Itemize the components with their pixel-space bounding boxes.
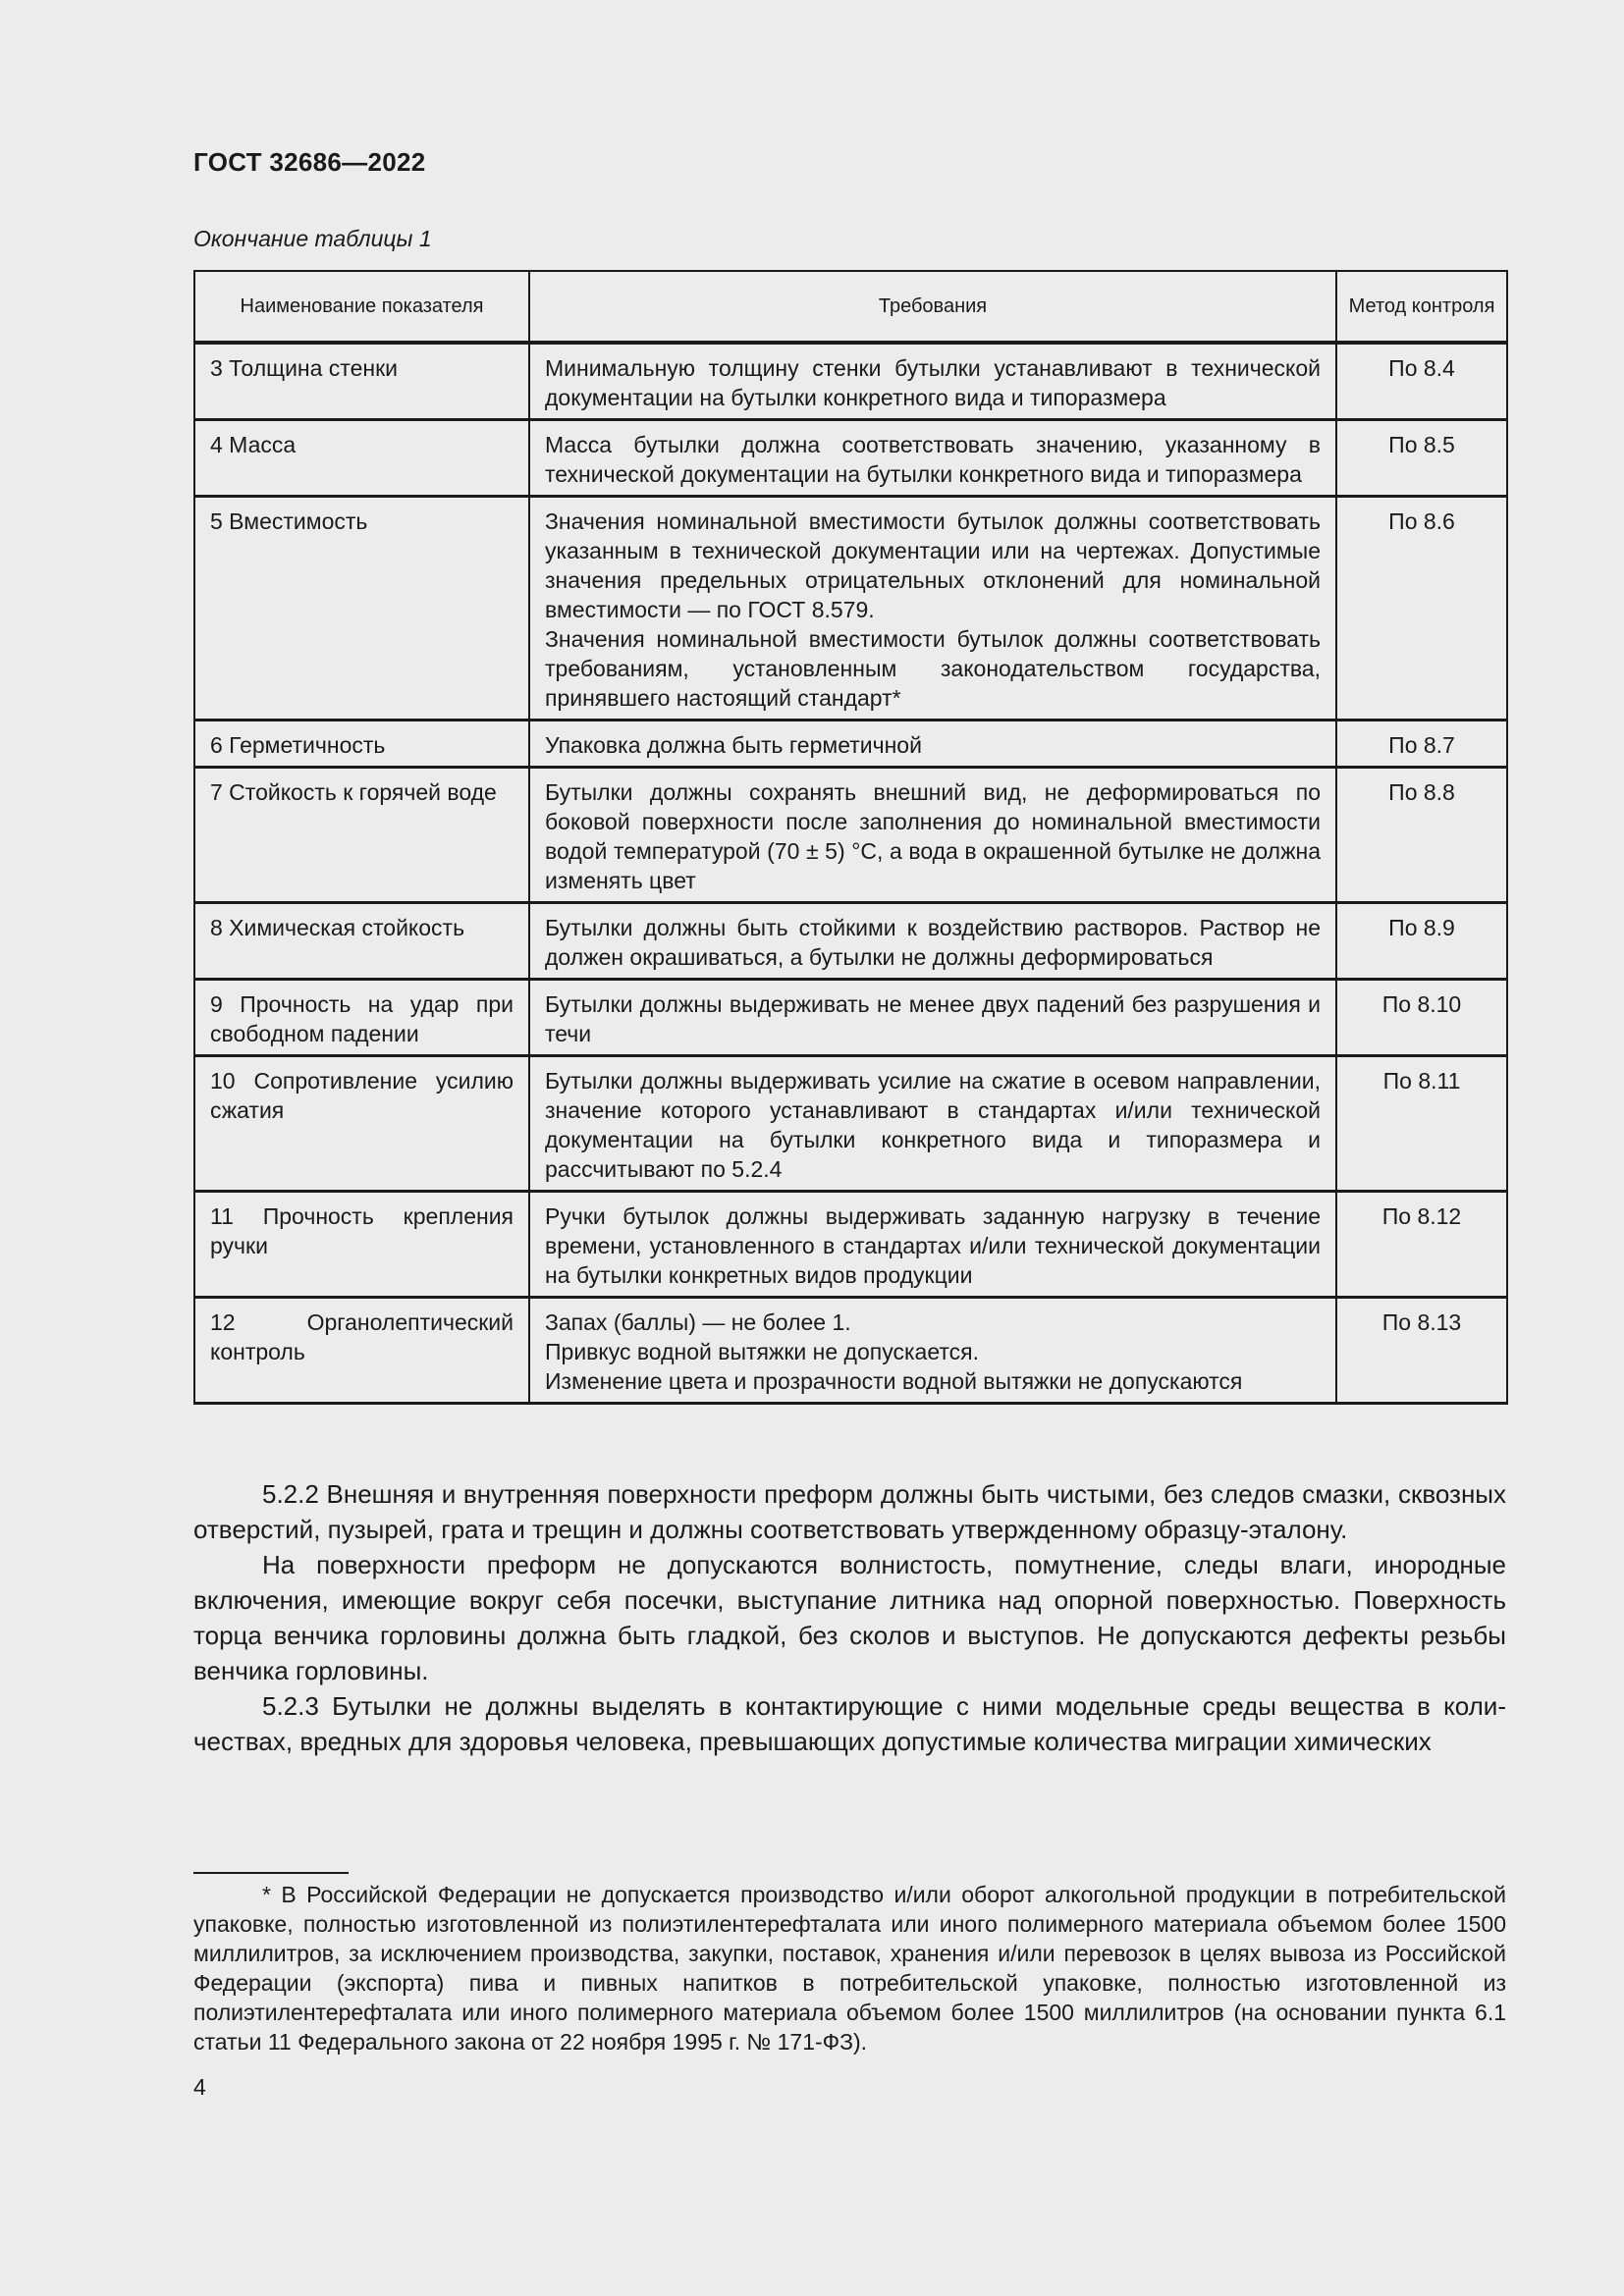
requirement-text: Масса бутылки должна соответствовать значению, указанному в технической документации на бутылки конкретного вида и типоразмера bbox=[545, 432, 1321, 487]
control-method-cell: По 8.6 bbox=[1336, 497, 1507, 721]
table-row bbox=[194, 420, 1507, 497]
paragraph-5-2-2: 5.2.2 Внешняя и внутренняя поверхности преформ должны быть чистыми, без следов смазки, сквозных отверстий, пузырей, грата и трещин и должны соответствовать утвержденному образцу-эталону. bbox=[193, 1479, 1506, 1544]
table-row bbox=[194, 497, 1507, 721]
table-row bbox=[194, 1056, 1507, 1192]
requirement-text: Бутылки должны сохранять внешний вид, не деформироваться по боковой поверхности после заполнения до номинальной вместимости водой температурой (70 ± 5) °С, а вода в окрашенной бутылке не должна изменять цвет bbox=[545, 779, 1321, 893]
control-method-cell: По 8.9 bbox=[1336, 903, 1507, 980]
footnote-separator bbox=[193, 1872, 349, 1874]
indicator-name-cell: 8 Химическая стойкость bbox=[194, 903, 529, 980]
indicator-name-cell: 11 Прочность крепления ручки bbox=[194, 1192, 529, 1298]
requirements-cell bbox=[529, 420, 1336, 497]
requirement-text: Бутылки должны быть стойкими к воздействию растворов. Раствор не должен окрашиваться, а бутылки не должны деформироваться bbox=[545, 915, 1321, 970]
body-text bbox=[193, 1476, 1506, 1759]
indicator-name-cell: 4 Масса bbox=[194, 420, 529, 497]
control-method-cell: По 8.13 bbox=[1336, 1298, 1507, 1404]
table-header-row bbox=[194, 271, 1507, 343]
indicator-name-cell: 12 Органолептический контроль bbox=[194, 1298, 529, 1404]
control-method-cell: По 8.7 bbox=[1336, 721, 1507, 768]
control-method-cell: По 8.10 bbox=[1336, 980, 1507, 1056]
indicator-name-cell: 6 Герметичность bbox=[194, 721, 529, 768]
table-row bbox=[194, 980, 1507, 1056]
requirement-text: Бутылки должны выдерживать усилие на сжатие в осевом направлении, значение которого устанавливают в стандартах и/или технической документации на бутылки конкретного вида и типоразмера и рассчитывают по 5.2.4 bbox=[545, 1068, 1321, 1182]
table-row bbox=[194, 768, 1507, 903]
column-header-method: Метод контроля bbox=[1336, 271, 1507, 343]
requirement-text: Изменение цвета и прозрачности водной вытяжки не допускаются bbox=[545, 1368, 1243, 1394]
requirement-text: Значения номинальной вместимости бутылок должны соответствовать указанным в технической документации или на чертежах. Допустимые значения предельных отрицательных отклонений для номинальной вместимости — по ГОСТ 8.579. bbox=[545, 508, 1321, 622]
requirements-cell bbox=[529, 721, 1336, 768]
table-row bbox=[194, 343, 1507, 420]
control-method-cell: По 8.5 bbox=[1336, 420, 1507, 497]
footnote: * В Российской Федерации не допускается производство и/или оборот алкогольной продукции в потребительской упаковке, полностью изготовленной из полиэтилентерефталата или иного полимерного материала объемом более 1500 миллилитров, за исключением производства, закупки, поставок, хранения и/или перевозок в целях вывоза из Российской Федерации (экспорта) пива и пивных напитков в потребительской упаковке, полностью изготовленной из полиэтилентерефталата или иного полимерного материала объемом более 1500 миллилитров (на основании пункта 6.1 статьи 11 Федерального закона от 22 ноября 1995 г. № 171-ФЗ). bbox=[193, 1882, 1506, 2055]
column-header-requirements: Требования bbox=[529, 271, 1336, 343]
requirement-text: Значения номинальной вместимости бутылок должны соответствовать требованиям, установленным законодательством государства, принявшего настоящий стандарт* bbox=[545, 626, 1321, 711]
requirement-text: Минимальную толщину стенки бутылки устанавливают в технической документации на бутылки конкретного вида и типоразмера bbox=[545, 355, 1321, 410]
requirements-cell bbox=[529, 980, 1336, 1056]
requirements-table bbox=[193, 270, 1508, 1405]
table-caption: Окончание таблицы 1 bbox=[193, 226, 432, 251]
document-header: ГОСТ 32686—2022 bbox=[193, 147, 426, 177]
control-method-cell: По 8.8 bbox=[1336, 768, 1507, 903]
requirement-text: Бутылки должны выдерживать не менее двух падений без разрушения и течи bbox=[545, 991, 1321, 1046]
requirements-cell bbox=[529, 1192, 1336, 1298]
control-method-cell: По 8.12 bbox=[1336, 1192, 1507, 1298]
indicator-name-cell: 5 Вместимость bbox=[194, 497, 529, 721]
table-row bbox=[194, 721, 1507, 768]
requirement-text: Привкус водной вытяжки не допускается. bbox=[545, 1339, 979, 1364]
requirements-cell bbox=[529, 343, 1336, 420]
requirements-cell bbox=[529, 1056, 1336, 1192]
requirements-cell bbox=[529, 768, 1336, 903]
indicator-name-cell: 7 Стойкость к горячей воде bbox=[194, 768, 529, 903]
table-row bbox=[194, 1298, 1507, 1404]
requirements-cell bbox=[529, 497, 1336, 721]
requirements-cell bbox=[529, 1298, 1336, 1404]
indicator-name-cell: 10 Сопротивление усилию сжатия bbox=[194, 1056, 529, 1192]
table-row bbox=[194, 903, 1507, 980]
paragraph-preform-surface: На поверхности преформ не допускаются волнистость, помутнение, следы влаги, инородные включения, имеющие вокруг себя посечки, выступание литника над опорной поверхностью. Поверхность торца венчика горловины должна быть гладкой, без сколов и выступов. Не допускаются дефекты резьбы венчика горловины. bbox=[193, 1550, 1506, 1685]
requirement-text: Запах (баллы) — не более 1. bbox=[545, 1309, 851, 1335]
column-header-name: Наименование показателя bbox=[194, 271, 529, 343]
requirement-text: Упаковка должна быть герметичной bbox=[545, 732, 922, 758]
paragraph-5-2-3: 5.2.3 Бутылки не должны выделять в контактирующие с ними модельные среды вещества в количествах, вредных для здоровья человека, превышающих допустимые количества миграции химических bbox=[193, 1691, 1506, 1756]
requirements-cell bbox=[529, 903, 1336, 980]
control-method-cell: По 8.4 bbox=[1336, 343, 1507, 420]
indicator-name-cell: 3 Толщина стенки bbox=[194, 343, 529, 420]
page-number: 4 bbox=[193, 2074, 206, 2100]
indicator-name-cell: 9 Прочность на удар при свободном падении bbox=[194, 980, 529, 1056]
requirement-text: Ручки бутылок должны выдерживать заданную нагрузку в течение времени, установленного в стандартах и/или технической документации на бутылки конкретных видов продукции bbox=[545, 1203, 1321, 1288]
control-method-cell: По 8.11 bbox=[1336, 1056, 1507, 1192]
table-row bbox=[194, 1192, 1507, 1298]
